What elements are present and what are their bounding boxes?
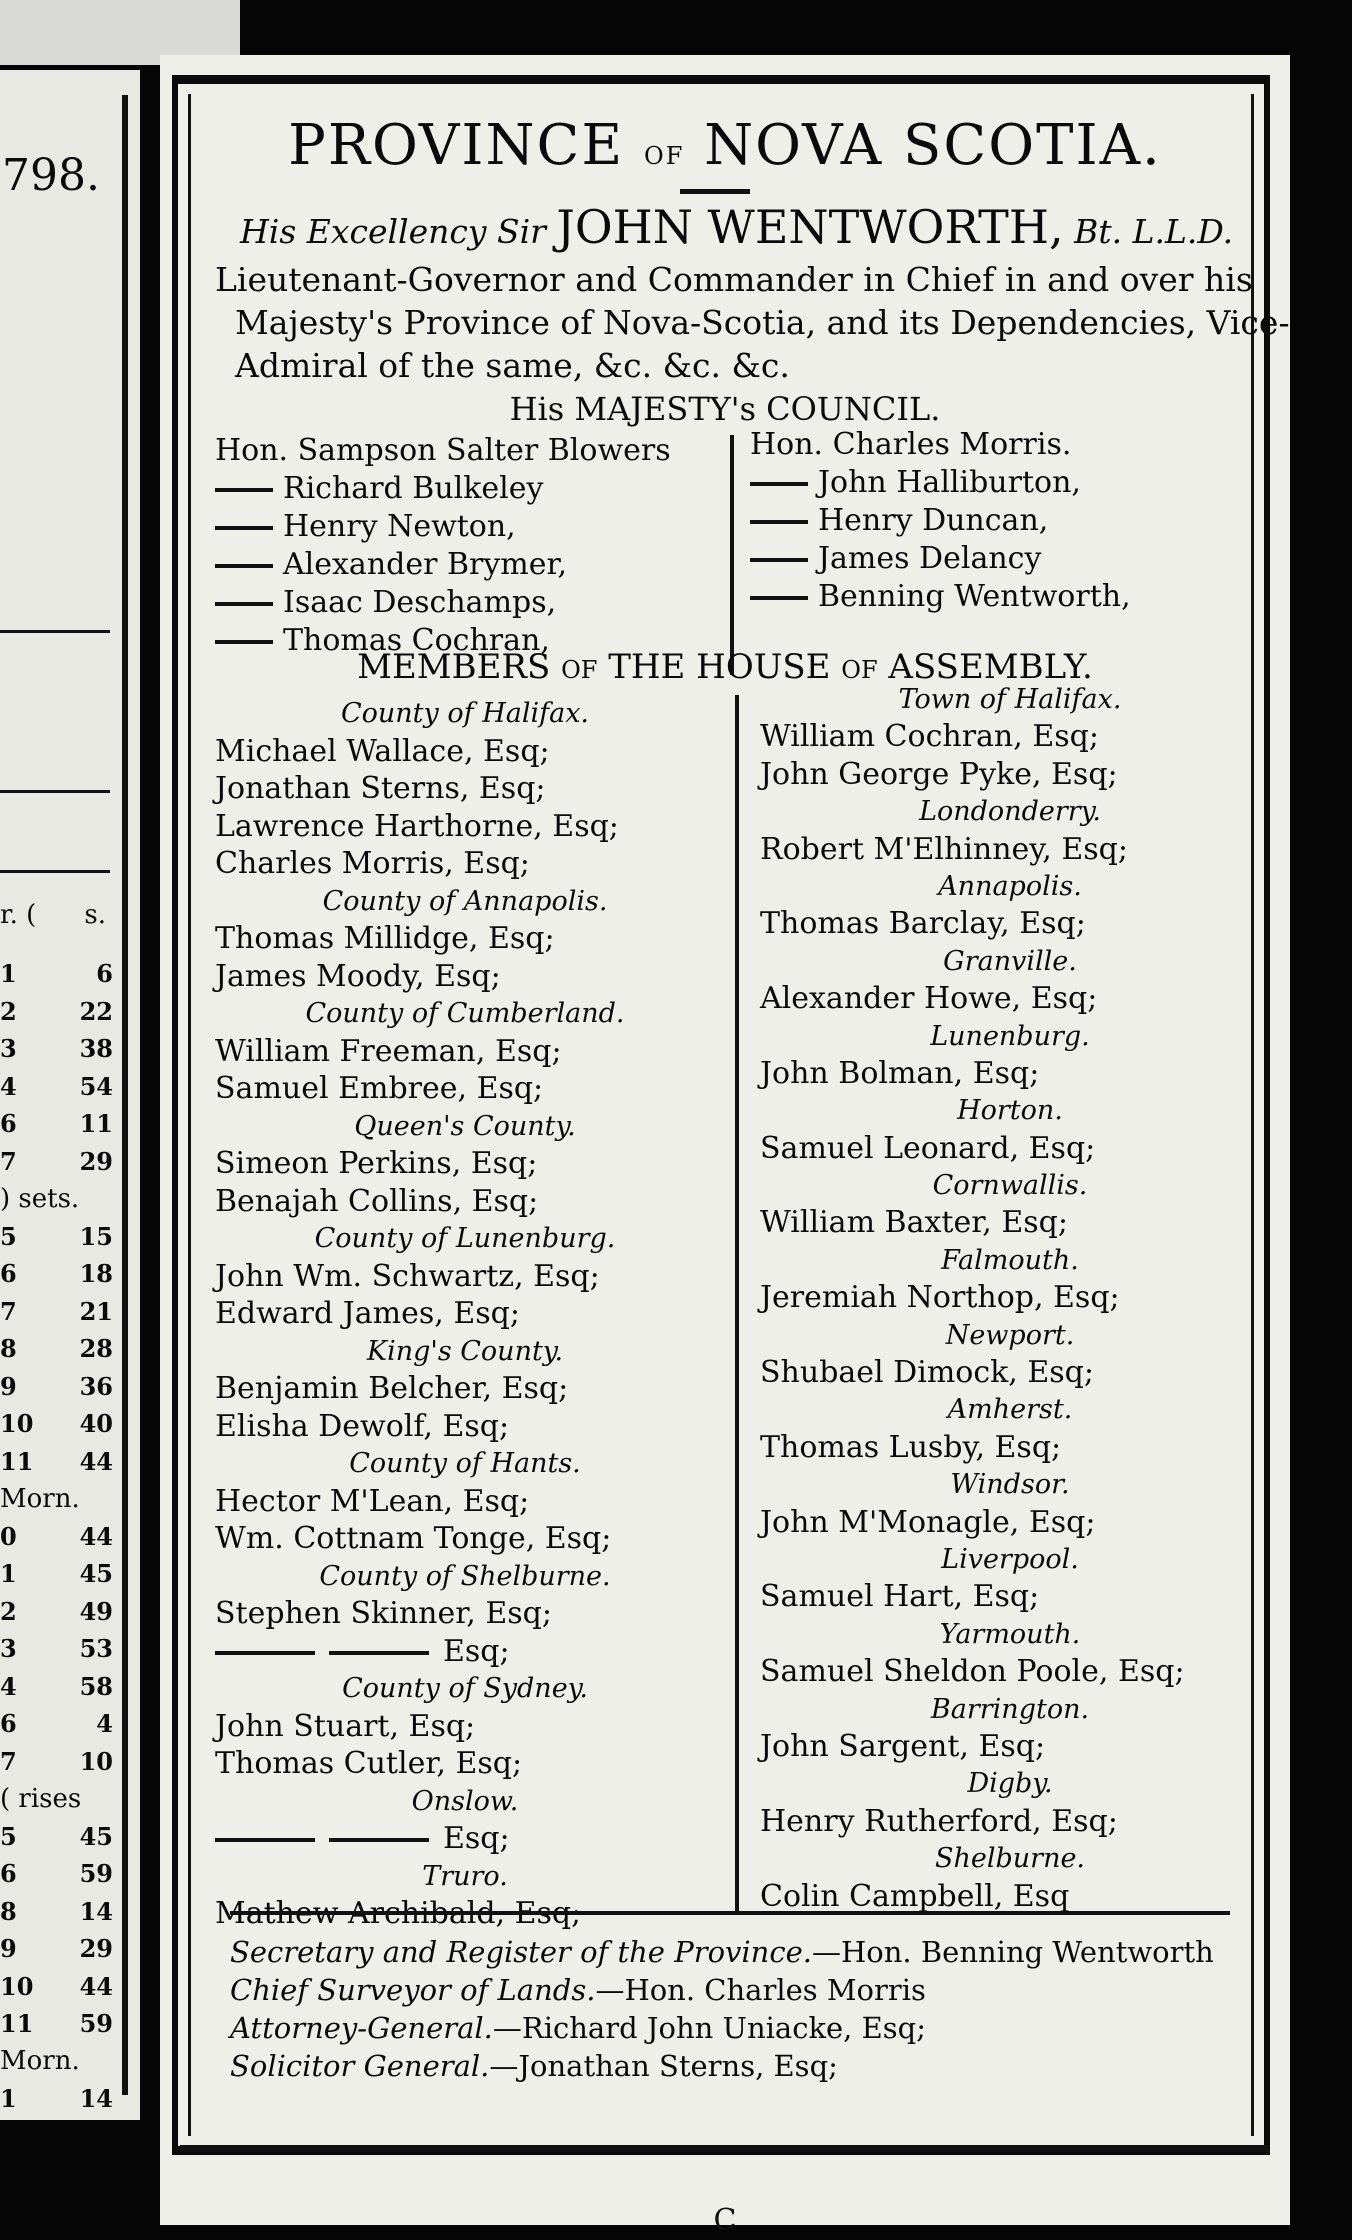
assembly-member: Samuel Embree, Esq; bbox=[215, 1071, 544, 1106]
left-table-cell: 7 bbox=[0, 1146, 17, 1176]
left-table-cell: 6 bbox=[0, 1709, 17, 1739]
governor-line-1 bbox=[240, 200, 1250, 254]
officer-holder: —Jonathan Sterns, Esq; bbox=[489, 2049, 838, 2083]
left-table-cell: 4 bbox=[0, 1071, 17, 1101]
assembly-member: Samuel Hart, Esq; bbox=[760, 1579, 1040, 1615]
constituency-heading: Windsor. bbox=[950, 1469, 1070, 1501]
left-table-cell: 22 bbox=[79, 996, 113, 1026]
council-member bbox=[215, 433, 720, 471]
dash-rule bbox=[215, 564, 273, 568]
constituency-heading: Annapolis. bbox=[938, 870, 1082, 902]
left-table-cell: 6 bbox=[0, 1109, 17, 1139]
officer-title: Secretary and Register of the Province. bbox=[230, 1935, 812, 1969]
council-member bbox=[750, 427, 1260, 465]
constituency-heading: County of Cumberland. bbox=[305, 998, 625, 1029]
constituency-heading: County of Shelburne. bbox=[319, 1560, 611, 1592]
left-table-cell: 15 bbox=[79, 1221, 113, 1251]
left-table-row bbox=[0, 1293, 125, 1331]
left-table-cell: 8 bbox=[0, 1896, 17, 1926]
left-table-row bbox=[0, 1068, 125, 1106]
left-table-cell: 59 bbox=[79, 2009, 113, 2039]
officer-holder: —Richard John Uniacke, Esq; bbox=[492, 2011, 927, 2045]
assembly-member: John Bolman, Esq; bbox=[760, 1055, 1040, 1091]
assembly-member: Wm. Cottnam Tonge, Esq; bbox=[215, 1521, 612, 1556]
left-table-row bbox=[0, 1143, 125, 1181]
left-table-label-text: ) sets. bbox=[0, 1183, 80, 1214]
assembly-member: Simeon Perkins, Esq; bbox=[215, 1146, 538, 1181]
officer-entry bbox=[230, 2049, 1230, 2087]
council-member-name: John Halliburton, bbox=[818, 465, 1081, 500]
left-table-label bbox=[0, 2043, 125, 2081]
left-table-cell: 29 bbox=[79, 1934, 113, 1964]
assembly-member: Shubael Dimock, Esq; bbox=[760, 1355, 1094, 1391]
assembly-member: Samuel Leonard, Esq; bbox=[760, 1130, 1096, 1166]
assembly-member: James Moody, Esq; bbox=[215, 958, 501, 994]
title-province: PROVINCE bbox=[288, 113, 625, 178]
assembly-member: Samuel Sheldon Poole, Esq; bbox=[760, 1654, 1185, 1690]
vacant-seat-esq: Esq; bbox=[443, 1821, 510, 1856]
left-table-cell: 10 bbox=[0, 1409, 34, 1439]
constituency-heading: Town of Halifax. bbox=[898, 684, 1122, 715]
left-table-cell: 0 bbox=[0, 1521, 17, 1551]
dash-rule bbox=[750, 558, 808, 562]
left-table-cell: 11 bbox=[0, 1446, 34, 1476]
left-table-row bbox=[0, 1218, 125, 1256]
assembly-divider bbox=[735, 695, 739, 1915]
left-table-cell: 11 bbox=[79, 1109, 113, 1139]
left-table-cell: 59 bbox=[79, 1859, 113, 1889]
constituency-heading: Falmouth. bbox=[941, 1244, 1079, 1276]
council-member bbox=[750, 579, 1260, 617]
left-table-row bbox=[0, 955, 125, 993]
dash-rule bbox=[215, 640, 273, 644]
left-table-row bbox=[0, 1405, 125, 1443]
dash-rule bbox=[750, 482, 808, 486]
assembly-member: William Baxter, Esq; bbox=[760, 1205, 1068, 1241]
left-page-rule-vertical bbox=[122, 95, 128, 2095]
left-table-header bbox=[0, 900, 120, 930]
council-member-name: Richard Bulkeley bbox=[283, 471, 544, 506]
constituency-heading: County of Lunenburg. bbox=[314, 1223, 616, 1254]
page-bottom-rule bbox=[180, 2145, 1270, 2152]
council-member bbox=[750, 503, 1260, 541]
left-table-row bbox=[0, 1593, 125, 1631]
officer-holder: —Hon. Charles Morris bbox=[595, 1973, 926, 2007]
left-table-row bbox=[0, 1255, 125, 1293]
assembly-member: Jonathan Sterns, Esq; bbox=[215, 771, 546, 806]
constituency-heading: County of Hants. bbox=[349, 1448, 581, 1479]
left-table-row bbox=[0, 1630, 125, 1668]
assembly-member: Hector M'Lean, Esq; bbox=[215, 1483, 530, 1519]
council-member-name: James Delancy bbox=[818, 541, 1042, 576]
assembly-member: Benjamin Belcher, Esq; bbox=[215, 1371, 569, 1406]
constituency-heading: Liverpool. bbox=[941, 1543, 1079, 1575]
assembly-member: Lawrence Harthorne, Esq; bbox=[215, 808, 619, 844]
left-table-cell: 6 bbox=[0, 1259, 17, 1289]
left-table-label bbox=[0, 1180, 125, 1218]
assembly-member: Henry Rutherford, Esq; bbox=[760, 1803, 1118, 1839]
governor-title: Bt. L.L.D. bbox=[1074, 212, 1234, 251]
governor-line-2: Lieutenant-Governor and Commander in Chief in and over his bbox=[215, 260, 1253, 299]
left-table-row bbox=[0, 1705, 125, 1743]
left-table-row bbox=[0, 1668, 125, 1706]
constituency-heading: Barrington. bbox=[930, 1693, 1090, 1725]
officer-title: Attorney-General. bbox=[230, 2011, 493, 2045]
constituency-heading: Lunenburg. bbox=[930, 1020, 1090, 1052]
blank-rule bbox=[329, 1651, 429, 1655]
left-table-cell: 45 bbox=[79, 1559, 113, 1589]
officer-entry bbox=[230, 1973, 1230, 2011]
constituency-heading: County of Halifax. bbox=[340, 698, 590, 729]
blank-rule bbox=[215, 1651, 315, 1655]
constituency-heading: Queen's County. bbox=[354, 1110, 576, 1142]
left-table-cell: 44 bbox=[79, 1446, 113, 1476]
left-table-cell: 1 bbox=[0, 959, 17, 989]
council-member-name: Thomas Cochran, bbox=[283, 623, 550, 658]
left-facing-page bbox=[0, 70, 140, 2120]
council-divider bbox=[730, 435, 734, 675]
left-table-cell: 49 bbox=[79, 1596, 113, 1626]
left-table-label-text: ( rises bbox=[0, 1783, 82, 1814]
assembly-member: Elisha Dewolf, Esq; bbox=[215, 1408, 510, 1444]
left-table-cell: 29 bbox=[79, 1146, 113, 1176]
assembly-heading: MEMBERS of THE HOUSE of ASSEMBLY. bbox=[357, 647, 1093, 687]
left-table-cell: 28 bbox=[79, 1334, 113, 1364]
left-table-row bbox=[0, 1443, 125, 1481]
assembly-member: William Cochran, Esq; bbox=[760, 719, 1099, 755]
left-table-cell: 6 bbox=[0, 1859, 17, 1889]
left-table-row bbox=[0, 1330, 125, 1368]
blank-rule bbox=[329, 1838, 429, 1842]
constituency-heading: Londonderry. bbox=[919, 796, 1101, 828]
left-table-cell: 21 bbox=[79, 1296, 113, 1326]
left-table-cell: 2 bbox=[0, 996, 17, 1026]
left-table-cell: 3 bbox=[0, 1034, 17, 1064]
left-page-rule bbox=[0, 870, 110, 873]
left-table-row bbox=[0, 1855, 125, 1893]
left-table-label-text: Morn. bbox=[0, 1483, 80, 1514]
constituency-heading: Newport. bbox=[945, 1319, 1075, 1351]
constituency-heading: Horton. bbox=[957, 1095, 1063, 1127]
page-title bbox=[160, 113, 1290, 178]
governor-name: JOHN WENTWORTH, bbox=[556, 200, 1064, 254]
left-table-row bbox=[0, 1893, 125, 1931]
assembly-member: Thomas Barclay, Esq; bbox=[760, 906, 1086, 942]
council-member bbox=[215, 585, 720, 623]
assembly-member: William Freeman, Esq; bbox=[215, 1033, 562, 1069]
left-page-rule bbox=[0, 790, 110, 793]
governor-honorific: His Excellency Sir bbox=[240, 212, 546, 251]
assembly-member: John Wm. Schwartz, Esq; bbox=[215, 1258, 600, 1294]
assembly-left-column bbox=[215, 695, 715, 1933]
left-table-row bbox=[0, 2005, 125, 2043]
officer-holder: —Hon. Benning Wentworth bbox=[811, 1935, 1214, 1969]
assembly-right-column bbox=[760, 681, 1260, 1915]
vacant-seat bbox=[215, 1633, 715, 1671]
left-table-cell: 38 bbox=[79, 1034, 113, 1064]
council-member-name: Henry Duncan, bbox=[818, 503, 1049, 538]
left-table-cell: 6 bbox=[96, 959, 113, 989]
left-page-rule bbox=[0, 630, 110, 633]
constituency-heading: Onslow. bbox=[411, 1785, 519, 1817]
council-member bbox=[215, 471, 720, 509]
assembly-member: Michael Wallace, Esq; bbox=[215, 733, 550, 769]
assembly-member: Alexander Howe, Esq; bbox=[760, 981, 1098, 1017]
officers-rule bbox=[230, 1911, 1230, 1915]
council-member bbox=[215, 509, 720, 547]
left-table-label bbox=[0, 1780, 125, 1818]
constituency-heading: County of Sydney. bbox=[342, 1673, 588, 1704]
governor-line-4: Admiral of the same, &c. &c. &c. bbox=[235, 346, 790, 385]
left-tide-table bbox=[0, 955, 125, 2118]
left-table-row bbox=[0, 1555, 125, 1593]
constituency-heading: Cornwallis. bbox=[932, 1170, 1088, 1202]
constituency-heading: Granville. bbox=[943, 945, 1077, 977]
governor-line-3: Majesty's Province of Nova-Scotia, and its Dependencies, Vice- bbox=[235, 303, 1290, 342]
assembly-member: Mathew Archibald, Esq; bbox=[215, 1896, 582, 1931]
assembly-member: Thomas Cutler, Esq; bbox=[215, 1746, 523, 1781]
left-table-row bbox=[0, 1818, 125, 1856]
left-table-cell: 54 bbox=[79, 1071, 113, 1101]
left-table-cell: 14 bbox=[79, 2084, 113, 2114]
assembly-member: Thomas Lusby, Esq; bbox=[760, 1429, 1062, 1465]
left-table-cell: 45 bbox=[79, 1821, 113, 1851]
left-table-head-cell: r. ( bbox=[0, 900, 37, 930]
officer-title: Solicitor General. bbox=[230, 2049, 490, 2083]
dash-rule bbox=[215, 488, 273, 492]
left-table-cell: 9 bbox=[0, 1934, 17, 1964]
title-of: of bbox=[644, 133, 685, 173]
left-table-cell: 8 bbox=[0, 1334, 17, 1364]
left-table-row bbox=[0, 1518, 125, 1556]
left-table-label-text: Morn. bbox=[0, 2046, 80, 2077]
blank-rule bbox=[215, 1838, 315, 1842]
left-page-year: 798. bbox=[2, 150, 100, 201]
left-table-cell: 5 bbox=[0, 1221, 17, 1251]
left-table-row bbox=[0, 1968, 125, 2006]
dash-rule bbox=[215, 526, 273, 530]
council-member-name: Hon. Sampson Salter Blowers bbox=[215, 433, 671, 468]
left-table-cell: 5 bbox=[0, 1821, 17, 1851]
council-member-name: Benning Wentworth, bbox=[818, 579, 1131, 614]
assembly-member: John Stuart, Esq; bbox=[215, 1708, 476, 1744]
left-table-cell: 18 bbox=[79, 1259, 113, 1289]
constituency-heading: Digby. bbox=[967, 1768, 1053, 1800]
left-table-cell: 11 bbox=[0, 2009, 34, 2039]
left-table-cell: 3 bbox=[0, 1634, 17, 1664]
left-table-cell: 36 bbox=[79, 1371, 113, 1401]
constituency-heading: County of Annapolis. bbox=[322, 885, 608, 917]
assembly-member: John George Pyke, Esq; bbox=[760, 756, 1118, 792]
assembly-member: Colin Campbell, Esq bbox=[760, 1878, 1070, 1914]
left-table-cell: 44 bbox=[79, 1521, 113, 1551]
council-heading: His MAJESTY's COUNCIL. bbox=[509, 390, 941, 428]
council-member bbox=[750, 541, 1260, 579]
left-table-row bbox=[0, 1930, 125, 1968]
left-table-cell: 53 bbox=[79, 1634, 113, 1664]
council-member-name: Alexander Brymer, bbox=[283, 547, 568, 582]
left-table-cell: 58 bbox=[79, 1671, 113, 1701]
vacant-seat-esq: Esq; bbox=[443, 1633, 510, 1669]
council-left-column bbox=[215, 433, 720, 661]
title-nova-scotia: NOVA SCOTIA. bbox=[704, 113, 1162, 178]
left-table-cell: 1 bbox=[0, 2084, 17, 2114]
dash-rule bbox=[215, 602, 273, 606]
constituency-heading: Yarmouth. bbox=[939, 1618, 1081, 1650]
provincial-officers bbox=[230, 1935, 1230, 2087]
council-member-name: Hon. Charles Morris. bbox=[750, 427, 1072, 462]
assembly-member: Charles Morris, Esq; bbox=[215, 846, 530, 881]
assembly-member: Stephen Skinner, Esq; bbox=[215, 1596, 552, 1631]
left-table-row bbox=[0, 1105, 125, 1143]
left-table-row bbox=[0, 993, 125, 1031]
officer-entry bbox=[230, 1935, 1230, 1973]
constituency-heading: Truro. bbox=[422, 1860, 508, 1892]
left-table-cell: 44 bbox=[79, 1971, 113, 2001]
left-table-cell: 14 bbox=[79, 1896, 113, 1926]
signature-mark: C bbox=[713, 2203, 737, 2238]
left-table-cell: 4 bbox=[96, 1709, 113, 1739]
assembly-member: Benajah Collins, Esq; bbox=[215, 1183, 539, 1219]
left-table-head-cell: s. bbox=[84, 900, 106, 930]
constituency-heading: Shelburne. bbox=[934, 1843, 1086, 1875]
left-table-cell: 7 bbox=[0, 1296, 17, 1326]
left-table-row bbox=[0, 1030, 125, 1068]
assembly-member: Robert M'Elhinney, Esq; bbox=[760, 831, 1128, 867]
left-table-label bbox=[0, 1480, 125, 1518]
left-table-cell: 1 bbox=[0, 1559, 17, 1589]
left-table-row bbox=[0, 2080, 125, 2118]
left-table-cell: 10 bbox=[79, 1746, 113, 1776]
left-table-row bbox=[0, 1743, 125, 1781]
left-table-cell: 2 bbox=[0, 1596, 17, 1626]
officer-title: Chief Surveyor of Lands. bbox=[230, 1973, 596, 2007]
constituency-heading: King's County. bbox=[366, 1335, 564, 1367]
assembly-member: Thomas Millidge, Esq; bbox=[215, 921, 555, 956]
council-member bbox=[215, 547, 720, 585]
constituency-heading: Amherst. bbox=[947, 1394, 1073, 1426]
title-rule bbox=[680, 189, 750, 194]
left-table-row bbox=[0, 1368, 125, 1406]
dash-rule bbox=[750, 596, 808, 600]
vacant-seat bbox=[215, 1820, 715, 1858]
left-table-cell: 4 bbox=[0, 1671, 17, 1701]
officer-entry bbox=[230, 2011, 1230, 2049]
left-table-cell: 7 bbox=[0, 1746, 17, 1776]
left-table-cell: 9 bbox=[0, 1371, 17, 1401]
assembly-member: Edward James, Esq; bbox=[215, 1296, 520, 1331]
assembly-member: John M'Monagle, Esq; bbox=[760, 1504, 1096, 1540]
dash-rule bbox=[750, 520, 808, 524]
assembly-member: John Sargent, Esq; bbox=[760, 1728, 1046, 1764]
left-table-cell: 10 bbox=[0, 1971, 34, 2001]
assembly-member: Jeremiah Northop, Esq; bbox=[760, 1280, 1120, 1316]
council-member-name: Isaac Deschamps, bbox=[283, 585, 557, 620]
council-right-column bbox=[750, 427, 1260, 617]
left-table-cell: 40 bbox=[79, 1409, 113, 1439]
council-member bbox=[750, 465, 1260, 503]
almanac-page bbox=[160, 55, 1290, 2238]
council-member-name: Henry Newton, bbox=[283, 509, 516, 544]
